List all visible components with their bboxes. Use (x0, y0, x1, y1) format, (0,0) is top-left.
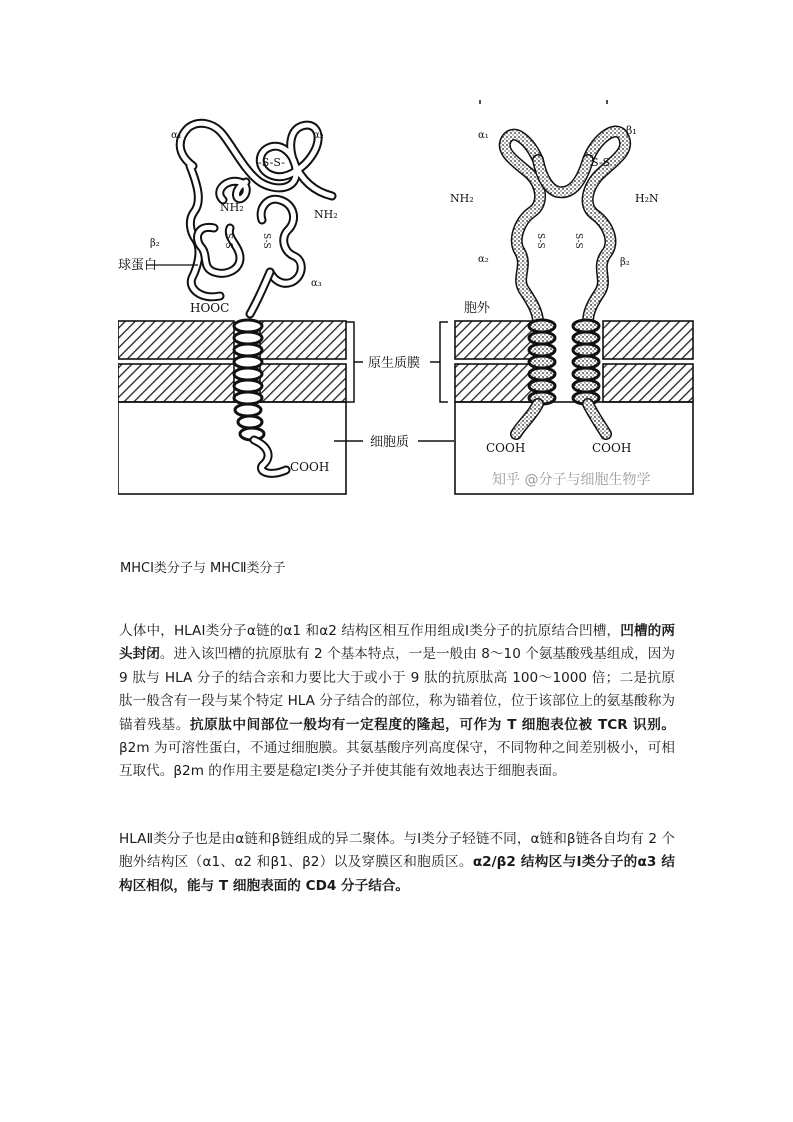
membrane-block (260, 364, 346, 402)
nh2-label: NH₂ (450, 192, 474, 205)
mhc-structure-figure (118, 100, 703, 502)
transmembrane-helix (529, 320, 599, 404)
membrane-block (455, 321, 535, 359)
cooh-label: COOH (592, 441, 632, 455)
cytoplasm-box (118, 402, 346, 494)
text-run: 。进入该凹槽的抗原肽有 2 个基本特点，一是一般由 8～10 个氨基酸残基组成，因为 9 肽与 HLA 分子的结合亲和力要比大于或小于 9 肽的抗原肽高 100～1000 倍；二是抗原肽一般含有一段与某个特定 HLA 分子结合的部位，称为锚着位，位于该部位上的氨基酸称为锚着残基。 (119, 646, 675, 733)
membrane-block (118, 321, 234, 359)
disulfide-label: -S-S- (258, 156, 286, 169)
alpha2-label: α₂ (313, 130, 324, 141)
bold-text-run: α2/β2 结构区与Ⅰ类分子的α3 结构区相似，能与 T 细胞表面的 CD4 分子结合。 (119, 854, 675, 894)
figure-caption: MHCⅠ类分子与 MHCⅡ类分子 (120, 561, 286, 576)
paragraph-hla-class-i (119, 620, 675, 784)
text-run: β2m 为可溶性蛋白，不通过细胞膜。其氨基酸序列高度保守，不同物种之间差别极小，可相互取代。β2m 的作用主要是稳定Ⅰ类分子并使其能有效地表达于细胞表面。 (119, 740, 675, 780)
disulfide-vertical: S-S (573, 233, 583, 249)
mhc-class-i-diagram (118, 123, 346, 494)
hooc-label: HOOC (190, 301, 230, 315)
beta2-label: β₂ (150, 238, 160, 249)
bold-text-run: 凹槽的两头封闭 (119, 623, 676, 663)
nh2-label: NH₂ (314, 208, 338, 221)
disulfide-vertical: S-S (261, 233, 271, 249)
bold-text-run: 抗原肽中间部位一般均有一定程度的隆起，可作为 T 细胞表位被 TCR 识别。 (189, 716, 675, 733)
disulfide-vertical: S-S (223, 233, 233, 249)
text-run: 人体中，HLAⅠ类分子α链的α1 和α2 结构区相互作用组成Ⅰ类分子的抗原结合凹槽， (119, 623, 621, 639)
cooh-label: COOH (486, 441, 526, 455)
membrane-legend (334, 322, 454, 450)
cytoplasm-label: 细胞质 (370, 435, 410, 450)
membrane-block (118, 364, 234, 402)
extracellular-label: 胞外 (464, 301, 491, 316)
beta2-microglobulin-label: 球蛋白 (118, 258, 158, 273)
alpha2-label: α₂ (478, 254, 489, 265)
paragraph-hla-class-ii (119, 828, 675, 898)
mhc-class-ii-diagram (450, 124, 693, 494)
membrane-block (260, 321, 346, 359)
beta2-label: β₂ (620, 257, 630, 268)
membrane-block (603, 321, 693, 359)
text-run: HLAⅡ类分子也是由α链和β链组成的异二聚体。与Ⅰ类分子轻链不同，α链和β链各自均有 2 个胞外结构区（α1、α2 和β1、β2）以及穿膜区和胞质区。 (119, 831, 675, 871)
beta1-label: β₁ (626, 124, 637, 137)
alpha1-label: α₁ (478, 130, 489, 141)
disulfide-label: S-S (591, 156, 611, 169)
alpha3-label: α₃ (311, 278, 322, 289)
membrane-block (455, 364, 535, 402)
nh2-label: NH₂ (220, 201, 244, 214)
disulfide-vertical: S-S (535, 233, 545, 249)
membrane-block (603, 364, 693, 402)
membrane-label: 原生质膜 (368, 356, 421, 371)
alpha1-label: α₁ (171, 130, 182, 141)
watermark: 知乎 @分子与细胞生物学 (492, 472, 651, 488)
h2n-label: H₂N (635, 192, 659, 205)
cooh-label: COOH (290, 460, 330, 474)
